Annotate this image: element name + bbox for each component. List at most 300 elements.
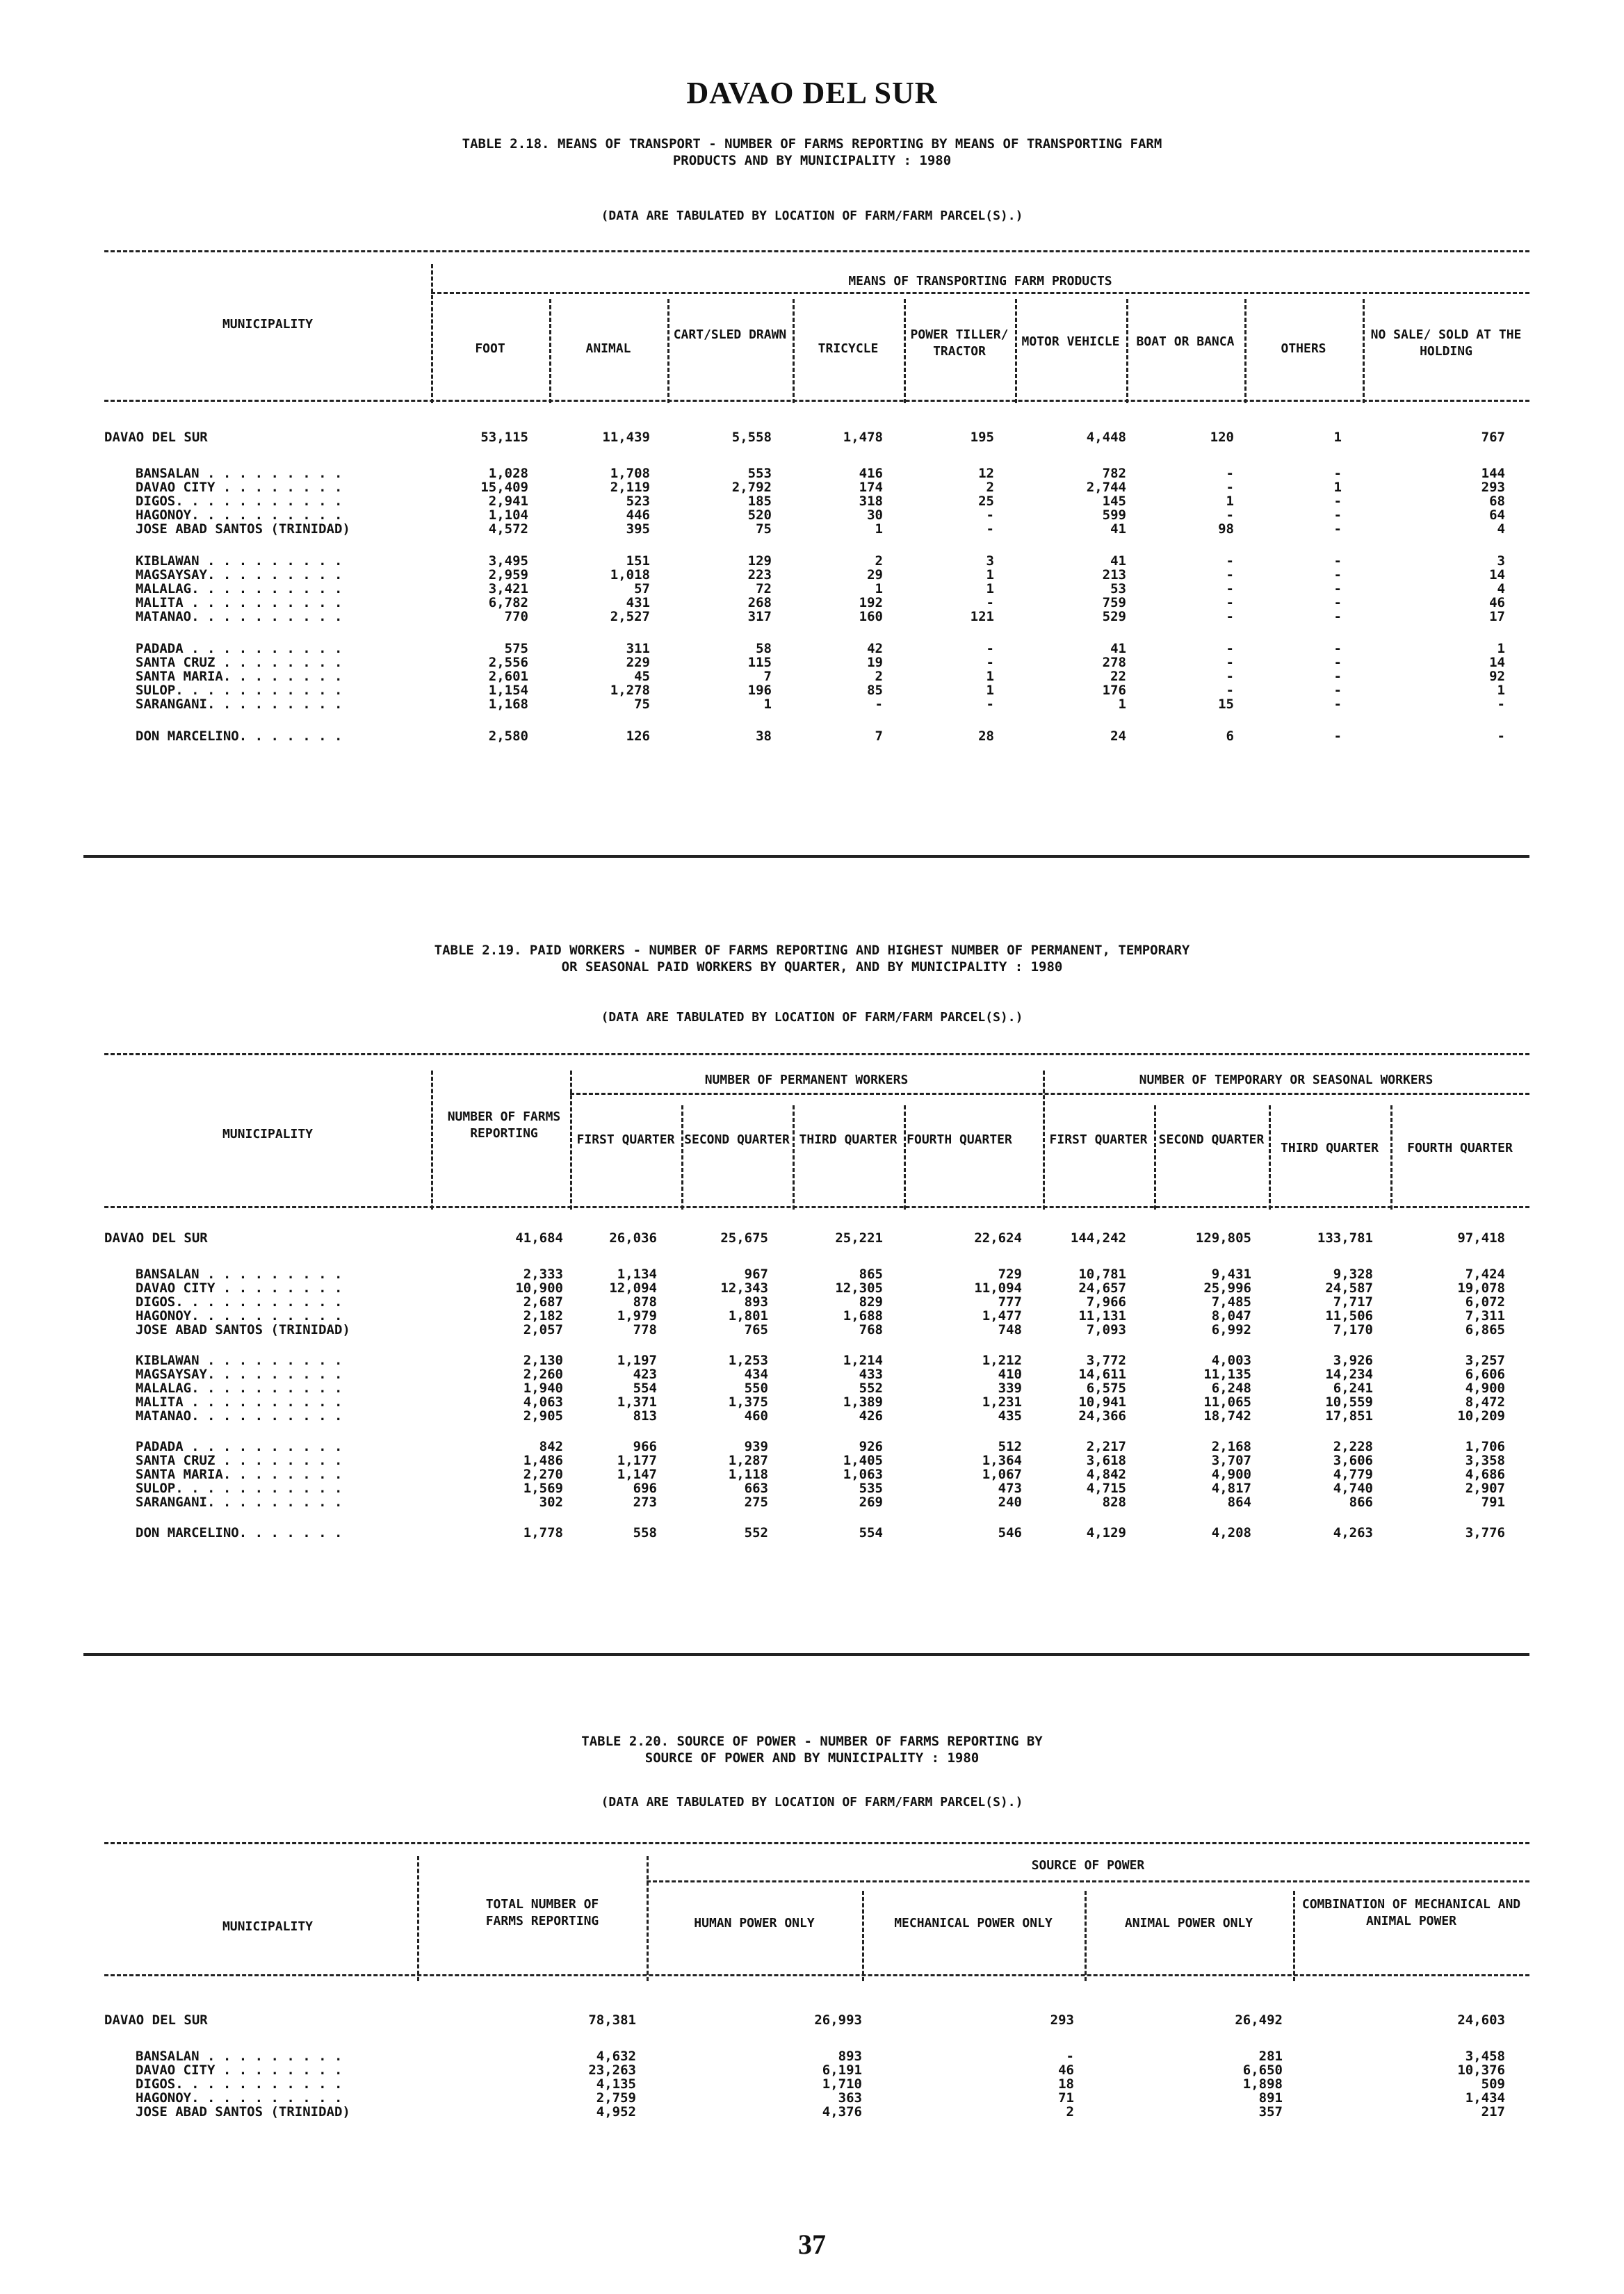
- table-cell: 28: [978, 729, 994, 744]
- table-cell: 3,772: [1086, 1353, 1126, 1368]
- municipality-row-label: MAGSAYSAY. . . . . . . . .: [136, 1367, 343, 1382]
- column-header-3: ANIMAL POWER ONLY: [1124, 1916, 1253, 1930]
- table-cell: 2,333: [523, 1267, 563, 1282]
- table-cell: 4,263: [1333, 1525, 1373, 1540]
- table-cell: 891: [1258, 2090, 1283, 2106]
- table-cell: 663: [744, 1481, 768, 1496]
- table-cell: -: [1226, 595, 1234, 610]
- table-cell: -: [1333, 669, 1342, 684]
- table-cell: 1,940: [523, 1381, 563, 1396]
- municipality-row-label: BANSALAN . . . . . . . . .: [136, 466, 343, 481]
- table-cell: 3,618: [1086, 1453, 1126, 1468]
- table-cell: 133,781: [1317, 1230, 1373, 1246]
- column-divider: [570, 1071, 572, 1210]
- table-cell: 10,900: [515, 1280, 563, 1296]
- table-cell: -: [1226, 567, 1234, 583]
- table-cell: 3: [1497, 553, 1505, 569]
- table-cell: 2,057: [523, 1322, 563, 1337]
- column-header-5: POWER TILLER/ TRACTOR: [910, 327, 1009, 359]
- table-cell: -: [1497, 697, 1505, 712]
- table-cell: 1,898: [1242, 2076, 1283, 2092]
- municipality-row-label: JOSE ABAD SANTOS (TRINIDAD): [136, 1322, 350, 1337]
- table-cell: 9,328: [1333, 1267, 1373, 1282]
- table-cell: -: [1333, 567, 1342, 583]
- table-cell: 75: [756, 521, 772, 537]
- table-cell: 2,759: [596, 2090, 636, 2106]
- column-divider: [1126, 299, 1128, 403]
- table-cell: 3,606: [1333, 1453, 1373, 1468]
- table-rule: [104, 1842, 1529, 1844]
- table-cell: 6,241: [1333, 1381, 1373, 1396]
- table-cell: 213: [1102, 567, 1126, 583]
- table-cell: 318: [859, 494, 883, 509]
- table-cell: 273: [633, 1495, 657, 1510]
- table-cell: 3,358: [1465, 1453, 1505, 1468]
- table-cell: 1,063: [843, 1467, 883, 1482]
- table-cell: 1,708: [610, 466, 650, 481]
- table-cell: 151: [626, 553, 650, 569]
- table-cell: 10,209: [1457, 1408, 1505, 1424]
- municipality-row-label: MALALAG. . . . . . . . . .: [136, 581, 343, 596]
- table-2-20-caption: TABLE 2.20. SOURCE OF POWER - NUMBER OF FARMS REPORTING BY SOURCE OF POWER AND BY MUNICIPALITY : 1980: [581, 1734, 1043, 1766]
- table-cell: -: [1066, 2049, 1074, 2064]
- table-cell: 791: [1481, 1495, 1505, 1510]
- table-cell: 1,477: [982, 1308, 1022, 1324]
- table-cell: 4,779: [1333, 1467, 1373, 1482]
- table-cell: 176: [1102, 683, 1126, 698]
- table-cell: 2,744: [1086, 480, 1126, 495]
- table-cell: 7,717: [1333, 1294, 1373, 1310]
- table-cell: 770: [504, 609, 528, 624]
- municipality-row-label: SARANGANI. . . . . . . . .: [136, 697, 343, 712]
- table-cell: 509: [1481, 2076, 1505, 2092]
- table-cell: 939: [744, 1439, 768, 1454]
- table-rule: [104, 1974, 1529, 1976]
- table-cell: 2,941: [488, 494, 528, 509]
- table-cell: 240: [998, 1495, 1022, 1510]
- table-cell: 23,263: [588, 2063, 636, 2078]
- municipality-row-label: SARANGANI. . . . . . . . .: [136, 1495, 343, 1510]
- table-cell: 10,376: [1457, 2063, 1505, 2078]
- column-header-1: HUMAN POWER ONLY: [694, 1916, 815, 1930]
- table-cell: 281: [1258, 2049, 1283, 2064]
- table-cell: 85: [867, 683, 883, 698]
- column-divider: [417, 1856, 419, 1981]
- column-header-2: ANIMAL: [585, 341, 631, 356]
- table-rule: [647, 1880, 1529, 1882]
- table-cell: 18,742: [1203, 1408, 1251, 1424]
- table-cell: 416: [859, 466, 883, 481]
- municipality-row-label: HAGONOY. . . . . . . . . .: [136, 1308, 343, 1324]
- column-divider: [1085, 1891, 1087, 1981]
- table-cell: 2,270: [523, 1467, 563, 1482]
- table-cell: 24,657: [1078, 1280, 1126, 1296]
- municipality-row-label: SANTA CRUZ . . . . . . . .: [136, 655, 343, 670]
- table-2-19-group-permanent: NUMBER OF PERMANENT WORKERS: [704, 1073, 909, 1087]
- table-cell: 317: [747, 609, 772, 624]
- table-cell: -: [986, 641, 994, 656]
- table-cell: 7,485: [1211, 1294, 1251, 1310]
- table-cell: 275: [744, 1495, 768, 1510]
- page-number: 37: [798, 2229, 826, 2260]
- table-cell: 126: [626, 729, 650, 744]
- table-cell: -: [1226, 669, 1234, 684]
- table-cell: 26,993: [814, 2012, 862, 2028]
- table-cell: 42: [867, 641, 883, 656]
- table-cell: 192: [859, 595, 883, 610]
- table-rule: [570, 1093, 1529, 1095]
- table-cell: 1,801: [728, 1308, 768, 1324]
- table-cell: 1,688: [843, 1308, 883, 1324]
- municipality-row-label: SANTA CRUZ . . . . . . . .: [136, 1453, 343, 1468]
- table-cell: 24,603: [1457, 2012, 1505, 2028]
- table-cell: 58: [756, 641, 772, 656]
- municipality-row-label: KIBLAWAN . . . . . . . . .: [136, 1353, 343, 1368]
- table-cell: 696: [633, 1481, 657, 1496]
- municipality-row-label: HAGONOY. . . . . . . . . .: [136, 2090, 343, 2106]
- table-cell: -: [986, 697, 994, 712]
- table-cell: 523: [626, 494, 650, 509]
- table-cell: 41,684: [515, 1230, 563, 1246]
- column-divider: [1293, 1891, 1295, 1981]
- table-cell: 1,405: [843, 1453, 883, 1468]
- table-cell: 11,506: [1325, 1308, 1373, 1324]
- province-row-label: DAVAO DEL SUR: [104, 430, 208, 445]
- table-cell: 7,424: [1465, 1267, 1505, 1282]
- table-cell: 553: [747, 466, 772, 481]
- table-cell: 3,458: [1465, 2049, 1505, 2064]
- column-divider: [647, 1856, 649, 1981]
- table-cell: 1,287: [728, 1453, 768, 1468]
- table-cell: -: [1226, 641, 1234, 656]
- table-cell: 3: [986, 553, 994, 569]
- table-rule: [104, 400, 1529, 402]
- table-cell: 1: [986, 683, 994, 698]
- column-header-3: THIRD QUARTER: [799, 1132, 898, 1147]
- table-cell: 926: [859, 1439, 883, 1454]
- table-cell: 121: [970, 609, 994, 624]
- column-header-6: SECOND QUARTER: [1158, 1132, 1265, 1147]
- table-cell: -: [1333, 466, 1342, 481]
- table-cell: 92: [1489, 669, 1505, 684]
- table-cell: 3,495: [488, 553, 528, 569]
- table-cell: 1,253: [728, 1353, 768, 1368]
- table-cell: 7,966: [1086, 1294, 1126, 1310]
- table-cell: 4,003: [1211, 1353, 1251, 1368]
- table-cell: 433: [859, 1367, 883, 1382]
- table-cell: 865: [859, 1267, 883, 1282]
- table-cell: 41: [1110, 553, 1126, 569]
- municipality-row-label: DAVAO CITY . . . . . . . .: [136, 480, 343, 495]
- table-cell: 1,118: [728, 1467, 768, 1482]
- municipality-row-label: DIGOS. . . . . . . . . . .: [136, 2076, 343, 2092]
- table-cell: 3,257: [1465, 1353, 1505, 1368]
- table-cell: -: [1333, 655, 1342, 670]
- table-cell: 2,905: [523, 1408, 563, 1424]
- table-cell: 30: [867, 507, 883, 523]
- table-cell: 7,093: [1086, 1322, 1126, 1337]
- municipality-row-label: DON MARCELINO. . . . . . .: [136, 729, 343, 744]
- table-cell: 24,366: [1078, 1408, 1126, 1424]
- table-cell: 46: [1489, 595, 1505, 610]
- table-cell: 18: [1058, 2076, 1074, 2092]
- table-cell: 1: [1226, 494, 1234, 509]
- table-cell: 1,569: [523, 1481, 563, 1496]
- table-cell: 1: [1333, 430, 1342, 445]
- table-cell: 435: [998, 1408, 1022, 1424]
- table-cell: 529: [1102, 609, 1126, 624]
- table-cell: 395: [626, 521, 650, 537]
- table-cell: 1,018: [610, 567, 650, 583]
- table-cell: 11,135: [1203, 1367, 1251, 1382]
- table-2-19-note: (DATA ARE TABULATED BY LOCATION OF FARM/FARM PARCEL(S).): [601, 1010, 1023, 1025]
- table-cell: 41: [1110, 521, 1126, 537]
- table-cell: 17: [1489, 609, 1505, 624]
- table-cell: 4,632: [596, 2049, 636, 2064]
- table-cell: -: [1226, 480, 1234, 495]
- column-divider: [1015, 299, 1017, 403]
- table-cell: 4: [1497, 581, 1505, 596]
- table-cell: 293: [1050, 2012, 1074, 2028]
- table-2-18-note: (DATA ARE TABULATED BY LOCATION OF FARM/FARM PARCEL(S).): [601, 209, 1023, 223]
- table-cell: 1: [763, 697, 772, 712]
- table-cell: 759: [1102, 595, 1126, 610]
- column-divider: [904, 1105, 906, 1210]
- table-cell: 195: [970, 430, 994, 445]
- table-cell: 512: [998, 1439, 1022, 1454]
- table-cell: 145: [1102, 494, 1126, 509]
- column-header-municipality: MUNICIPALITY: [222, 1919, 314, 1934]
- table-cell: 1,214: [843, 1353, 883, 1368]
- table-cell: 4,686: [1465, 1467, 1505, 1482]
- table-cell: 558: [633, 1525, 657, 1540]
- column-header-1: FOOT: [475, 341, 505, 356]
- table-cell: 1,177: [617, 1453, 657, 1468]
- table-cell: 6,650: [1242, 2063, 1283, 2078]
- municipality-row-label: HAGONOY. . . . . . . . . .: [136, 507, 343, 523]
- table-cell: 2,580: [488, 729, 528, 744]
- table-cell: 1,154: [488, 683, 528, 698]
- table-cell: 2,556: [488, 655, 528, 670]
- table-cell: 6: [1226, 729, 1234, 744]
- table-cell: 828: [1102, 1495, 1126, 1510]
- municipality-row-label: DAVAO CITY . . . . . . . .: [136, 2063, 343, 2078]
- table-cell: 1,778: [523, 1525, 563, 1540]
- table-cell: 25,675: [720, 1230, 768, 1246]
- table-cell: 7,311: [1465, 1308, 1505, 1324]
- table-cell: 554: [633, 1381, 657, 1396]
- table-cell: 12,343: [720, 1280, 768, 1296]
- table-cell: 75: [634, 697, 650, 712]
- table-cell: 1,168: [488, 697, 528, 712]
- column-header-2: SECOND QUARTER: [684, 1132, 790, 1147]
- table-cell: 434: [744, 1367, 768, 1382]
- table-cell: 1: [1497, 641, 1505, 656]
- table-2-18-caption: TABLE 2.18. MEANS OF TRANSPORT - NUMBER OF FARMS REPORTING BY MEANS OF TRANSPORTING FARM PRODUCTS AND BY MUNICIPALITY : 1980: [462, 136, 1162, 168]
- table-cell: 185: [747, 494, 772, 509]
- table-cell: 2,907: [1465, 1481, 1505, 1496]
- table-cell: 4,900: [1465, 1381, 1505, 1396]
- table-cell: 552: [859, 1381, 883, 1396]
- table-cell: 144: [1481, 466, 1505, 481]
- table-cell: 129: [747, 553, 772, 569]
- table-cell: -: [1333, 641, 1342, 656]
- municipality-row-label: PADADA . . . . . . . . . .: [136, 1439, 343, 1454]
- table-cell: 223: [747, 567, 772, 583]
- column-divider: [793, 299, 795, 403]
- table-cell: 4,135: [596, 2076, 636, 2092]
- column-divider: [431, 1071, 433, 1210]
- table-cell: 2,182: [523, 1308, 563, 1324]
- table-cell: 302: [539, 1495, 563, 1510]
- municipality-row-label: MALALAG. . . . . . . . . .: [136, 1381, 343, 1396]
- table-cell: 2,792: [731, 480, 772, 495]
- column-header-4: TRICYCLE: [818, 341, 879, 356]
- municipality-row-label: DAVAO CITY . . . . . . . .: [136, 1280, 343, 1296]
- table-cell: 8,047: [1211, 1308, 1251, 1324]
- column-header-1: FIRST QUARTER: [576, 1132, 675, 1147]
- table-cell: 4,208: [1211, 1525, 1251, 1540]
- table-cell: 729: [998, 1267, 1022, 1282]
- table-cell: -: [1497, 729, 1505, 744]
- column-divider: [667, 299, 669, 403]
- municipality-row-label: KIBLAWAN . . . . . . . . .: [136, 553, 343, 569]
- table-cell: 357: [1258, 2104, 1283, 2120]
- table-cell: 777: [998, 1294, 1022, 1310]
- column-divider: [1154, 1105, 1156, 1210]
- province-row-label: DAVAO DEL SUR: [104, 1230, 208, 1246]
- table-cell: 2,228: [1333, 1439, 1373, 1454]
- table-cell: 98: [1218, 521, 1234, 537]
- column-header-farms-reporting: NUMBER OF FARMS REPORTING: [447, 1109, 561, 1141]
- table-2-19-group-temporary: NUMBER OF TEMPORARY OR SEASONAL WORKERS: [1139, 1073, 1434, 1087]
- table-cell: 17,851: [1325, 1408, 1373, 1424]
- table-cell: 1,375: [728, 1394, 768, 1410]
- table-cell: 24,587: [1325, 1280, 1373, 1296]
- table-cell: 41: [1110, 641, 1126, 656]
- table-cell: 768: [859, 1322, 883, 1337]
- column-header-7: THIRD QUARTER: [1281, 1141, 1379, 1155]
- table-cell: 1: [875, 521, 883, 537]
- table-cell: 26,492: [1235, 2012, 1283, 2028]
- table-cell: 2,601: [488, 669, 528, 684]
- table-bottom-rule: [83, 855, 1529, 858]
- table-cell: 2,959: [488, 567, 528, 583]
- table-cell: 3,421: [488, 581, 528, 596]
- municipality-row-label: SANTA MARIA. . . . . . . .: [136, 1467, 343, 1482]
- table-cell: 38: [756, 729, 772, 744]
- table-cell: 7: [875, 729, 883, 744]
- table-cell: 1,134: [617, 1267, 657, 1282]
- table-cell: -: [986, 521, 994, 537]
- table-cell: 6,992: [1211, 1322, 1251, 1337]
- table-cell: 68: [1489, 494, 1505, 509]
- table-cell: 1: [875, 581, 883, 596]
- province-row-label: DAVAO DEL SUR: [104, 2012, 208, 2028]
- table-cell: 6,782: [488, 595, 528, 610]
- table-cell: 53: [1110, 581, 1126, 596]
- table-cell: 4,842: [1086, 1467, 1126, 1482]
- table-cell: -: [986, 507, 994, 523]
- table-cell: 229: [626, 655, 650, 670]
- table-cell: 363: [838, 2090, 862, 2106]
- table-cell: 410: [998, 1367, 1022, 1382]
- table-cell: 97,418: [1457, 1230, 1505, 1246]
- table-cell: 144,242: [1070, 1230, 1126, 1246]
- table-cell: 2: [1066, 2104, 1074, 2120]
- table-cell: 446: [626, 507, 650, 523]
- column-header-municipality: MUNICIPALITY: [222, 317, 314, 332]
- table-rule: [104, 1053, 1529, 1055]
- table-cell: 1: [986, 669, 994, 684]
- table-cell: 26,036: [609, 1230, 657, 1246]
- table-cell: 12: [978, 466, 994, 481]
- municipality-row-label: MATANAO. . . . . . . . . .: [136, 1408, 343, 1424]
- table-cell: 11,131: [1078, 1308, 1126, 1324]
- table-cell: 4,740: [1333, 1481, 1373, 1496]
- table-cell: 4,715: [1086, 1481, 1126, 1496]
- table-cell: 129,805: [1195, 1230, 1251, 1246]
- table-cell: 1,212: [982, 1353, 1022, 1368]
- column-header-municipality: MUNICIPALITY: [222, 1127, 314, 1141]
- table-cell: 966: [633, 1439, 657, 1454]
- column-header-6: MOTOR VEHICLE: [1021, 334, 1120, 349]
- table-cell: 767: [1481, 430, 1505, 445]
- table-cell: 57: [634, 581, 650, 596]
- municipality-row-label: BANSALAN . . . . . . . . .: [136, 2049, 343, 2064]
- table-cell: 967: [744, 1267, 768, 1282]
- table-2-18-group-header: MEANS OF TRANSPORTING FARM PRODUCTS: [848, 274, 1112, 288]
- municipality-row-label: PADADA . . . . . . . . . .: [136, 641, 343, 656]
- table-cell: 278: [1102, 655, 1126, 670]
- table-cell: 878: [633, 1294, 657, 1310]
- table-cell: 311: [626, 641, 650, 656]
- table-cell: 2,168: [1211, 1439, 1251, 1454]
- column-header-total-farms: TOTAL NUMBER OF FARMS REPORTING: [485, 1897, 599, 1928]
- table-cell: 45: [634, 669, 650, 684]
- table-rule: [431, 292, 1529, 294]
- table-cell: 1,364: [982, 1453, 1022, 1468]
- table-cell: 778: [633, 1322, 657, 1337]
- table-cell: 12,305: [835, 1280, 883, 1296]
- table-cell: 1: [1333, 480, 1342, 495]
- table-cell: 2,119: [610, 480, 650, 495]
- column-divider: [1043, 1071, 1045, 1210]
- table-cell: 1,486: [523, 1453, 563, 1468]
- table-rule: [104, 1206, 1529, 1208]
- table-cell: 29: [867, 567, 883, 583]
- municipality-row-label: DIGOS. . . . . . . . . . .: [136, 494, 343, 509]
- table-cell: 25,996: [1203, 1280, 1251, 1296]
- table-cell: 575: [504, 641, 528, 656]
- table-cell: 196: [747, 683, 772, 698]
- table-cell: 2: [986, 480, 994, 495]
- table-cell: 4,900: [1211, 1467, 1251, 1482]
- municipality-row-label: SANTA MARIA. . . . . . . .: [136, 669, 343, 684]
- table-cell: 4,376: [822, 2104, 862, 2120]
- column-header-4: COMBINATION OF MECHANICAL AND ANIMAL POWER: [1301, 1897, 1521, 1928]
- table-cell: 520: [747, 507, 772, 523]
- table-cell: 22: [1110, 669, 1126, 684]
- table-cell: 160: [859, 609, 883, 624]
- table-cell: 550: [744, 1381, 768, 1396]
- table-cell: 72: [756, 581, 772, 596]
- table-rule: [104, 250, 1529, 252]
- table-cell: -: [1333, 521, 1342, 537]
- table-cell: -: [1226, 581, 1234, 596]
- table-cell: 15,409: [480, 480, 528, 495]
- table-cell: 599: [1102, 507, 1126, 523]
